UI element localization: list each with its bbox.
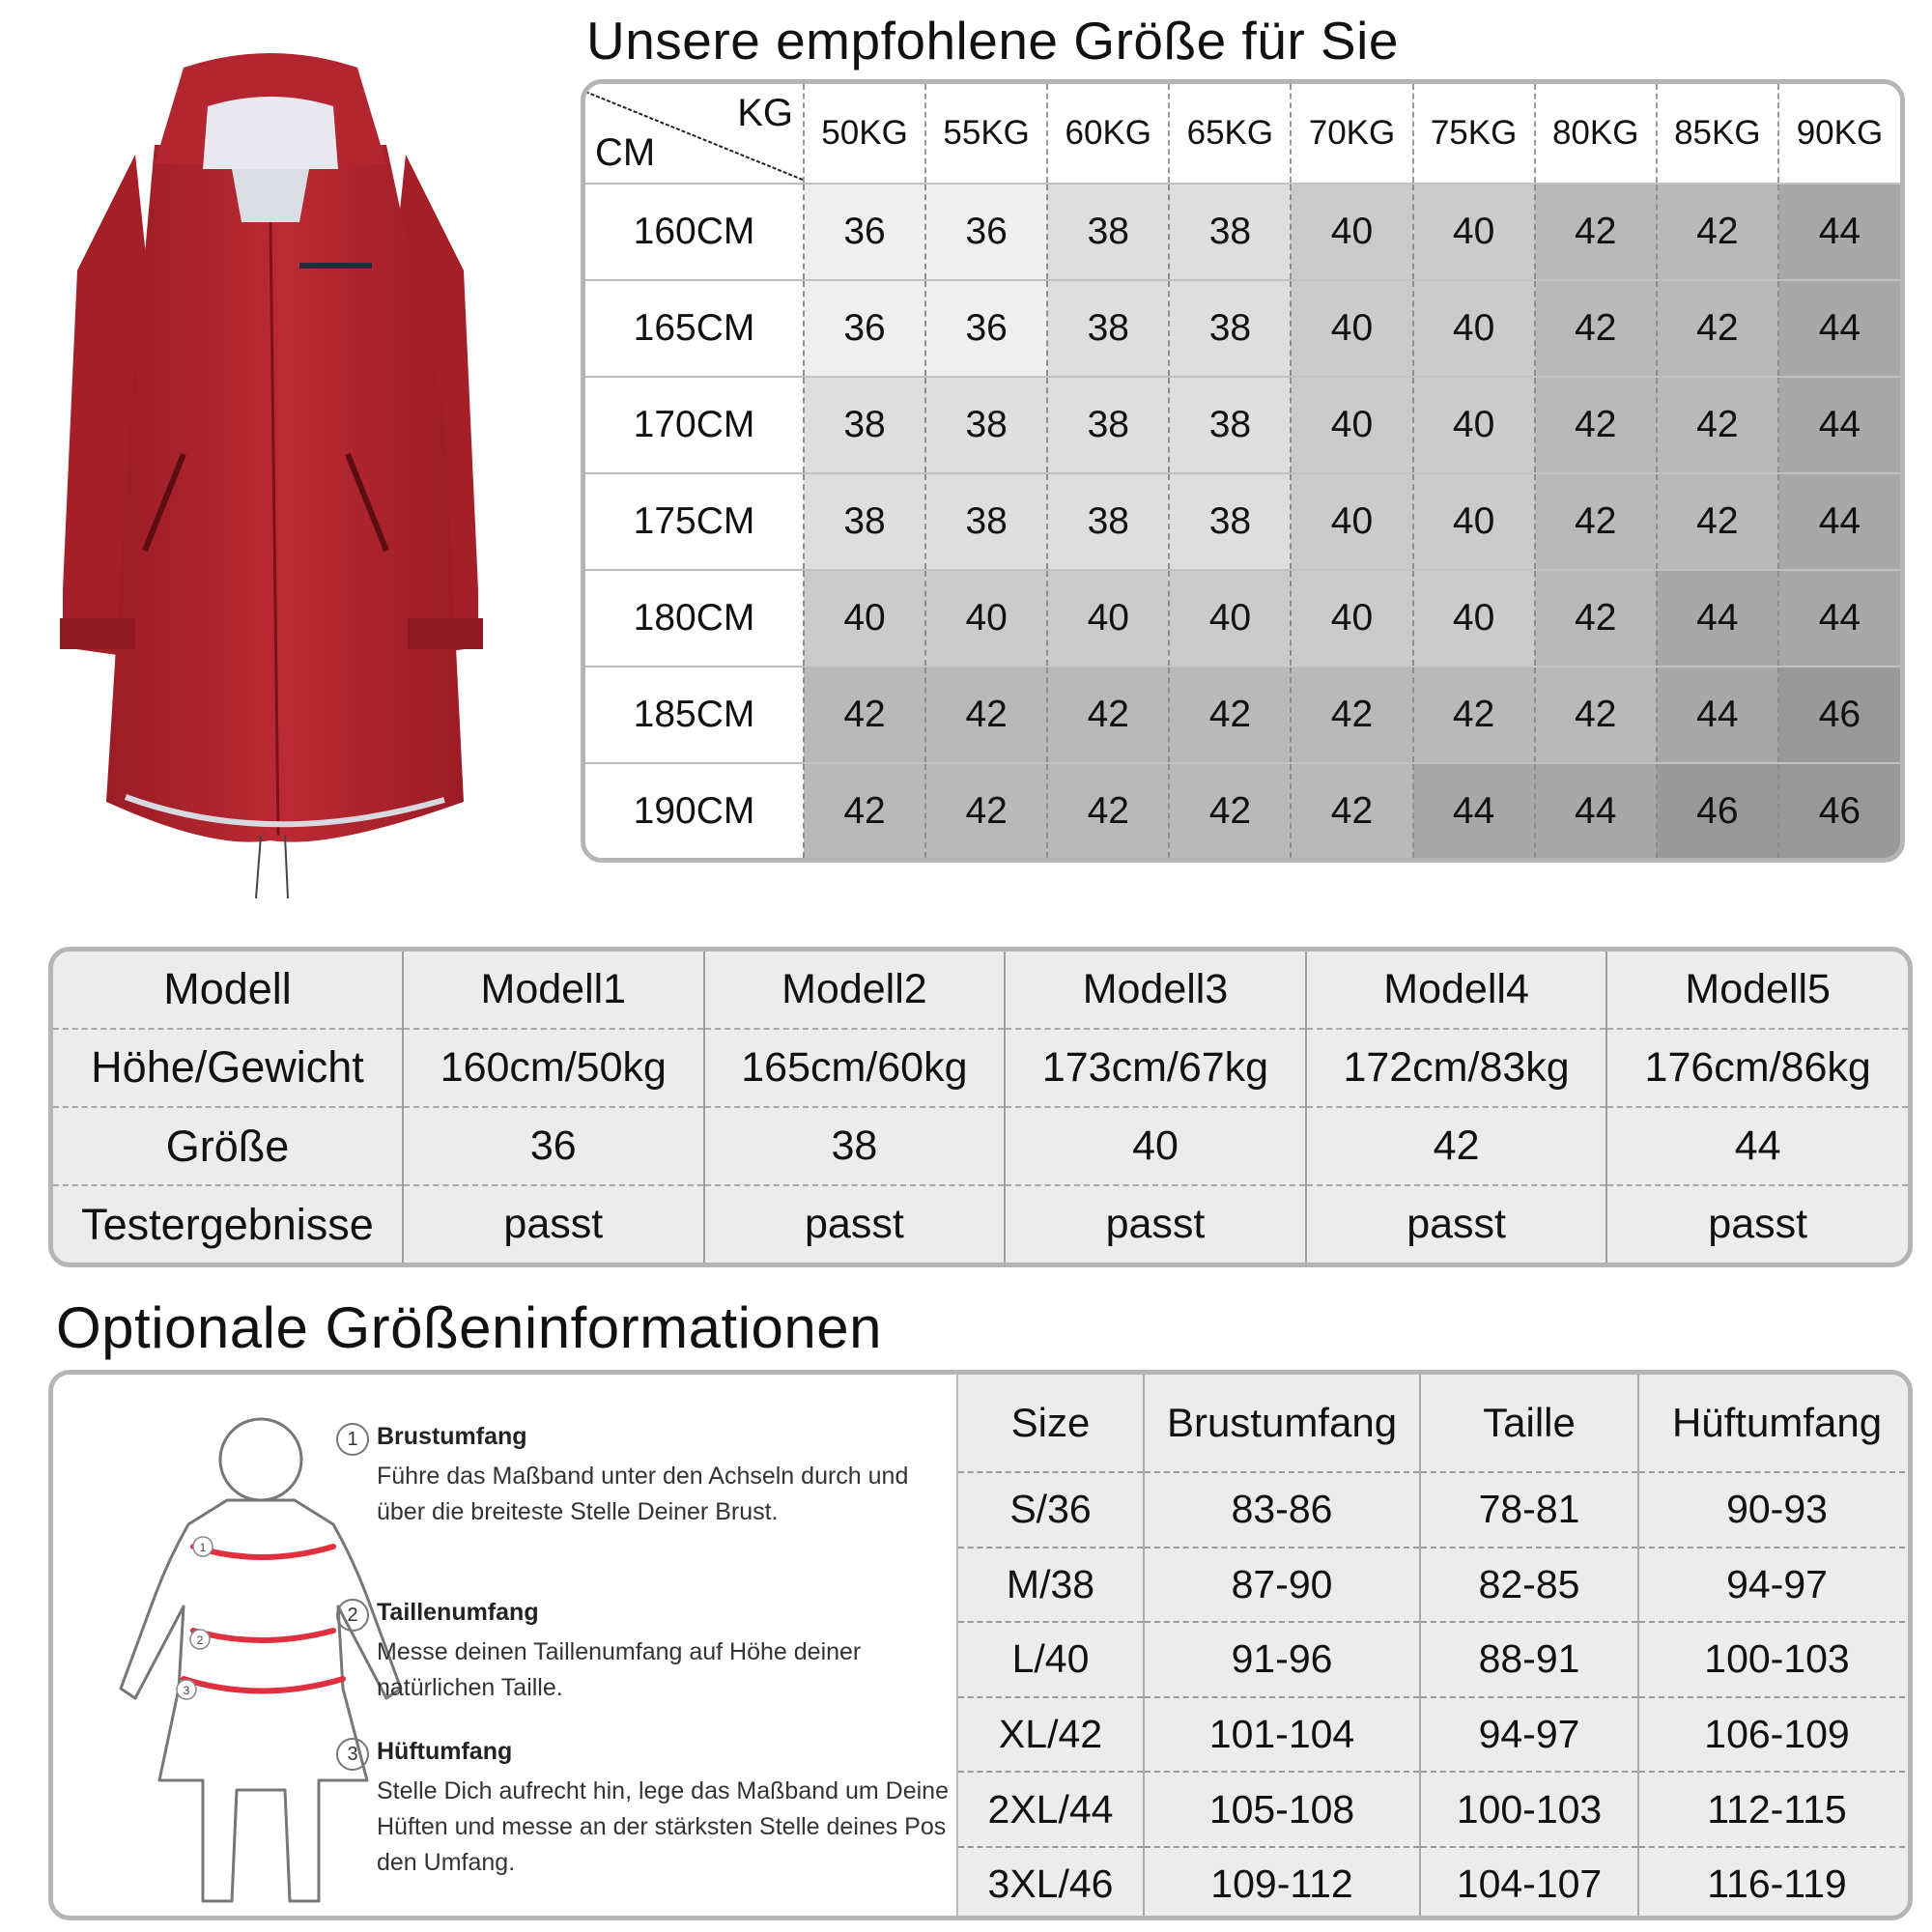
measurement-row xyxy=(958,1847,1913,1920)
grid-size-cell: 44 xyxy=(1413,763,1535,858)
grid-height-header: 165CM xyxy=(585,280,804,377)
model-cell: Modell2 xyxy=(704,952,1006,1029)
grid-size-cell: 36 xyxy=(804,184,925,280)
grid-size-cell: 42 xyxy=(1535,280,1657,377)
measurement-cell: S/36 xyxy=(958,1472,1144,1548)
measurement-header: Hüftumfang xyxy=(1638,1375,1913,1472)
measurement-row xyxy=(958,1622,1913,1697)
model-cell: Modell5 xyxy=(1606,952,1908,1029)
grid-size-cell: 40 xyxy=(1291,570,1412,667)
grid-row xyxy=(585,763,1900,858)
model-cell: 176cm/86kg xyxy=(1606,1029,1908,1107)
measurement-header: Size xyxy=(1010,1400,1091,1445)
model-cell: 36 xyxy=(403,1107,704,1185)
grid-size-cell: 40 xyxy=(1291,280,1412,377)
measurement-cell: 100-103 xyxy=(1420,1772,1638,1847)
grid-size-cell: 38 xyxy=(1169,280,1291,377)
grid-size-cell: 44 xyxy=(1778,473,1900,570)
model-cell: passt xyxy=(1606,1185,1908,1263)
instruction-text: Führe das Maßband unter den Achseln durch und über die breiteste Stelle Deiner Brust. xyxy=(377,1463,909,1525)
measurement-cell: 105-108 xyxy=(1144,1772,1420,1847)
model-cell: 165cm/60kg xyxy=(704,1029,1006,1107)
grid-weight-header: 60KG xyxy=(1047,84,1169,184)
measurement-cell: L/40 xyxy=(958,1622,1144,1697)
model-cell: passt xyxy=(704,1185,1006,1263)
grid-row xyxy=(585,184,1900,280)
measurement-cell: 88-91 xyxy=(1420,1622,1638,1697)
model-row-label: Höhe/Gewicht xyxy=(53,1029,403,1107)
grid-corner-weight-label: KG xyxy=(737,92,793,134)
grid-size-cell: 42 xyxy=(925,763,1047,858)
model-cell: Modell4 xyxy=(1306,952,1607,1029)
grid-corner-height-label: CM xyxy=(595,131,656,174)
grid-row xyxy=(585,473,1900,570)
grid-weight-header: 55KG xyxy=(925,84,1047,184)
measurement-header-row xyxy=(958,1375,1913,1472)
grid-size-cell: 40 xyxy=(1047,570,1169,667)
grid-weight-header: 70KG xyxy=(1291,84,1412,184)
grid-size-cell: 40 xyxy=(1291,473,1412,570)
measurement-row xyxy=(958,1697,1913,1773)
grid-size-cell: 38 xyxy=(1047,280,1169,377)
grid-size-cell: 38 xyxy=(1169,377,1291,473)
grid-size-cell: 40 xyxy=(1413,570,1535,667)
grid-size-cell: 38 xyxy=(804,377,925,473)
grid-height-header: 175CM xyxy=(585,473,804,570)
instruction-number: 2 xyxy=(336,1599,369,1632)
model-fit-table xyxy=(48,947,1913,1267)
grid-row xyxy=(585,570,1900,667)
measurement-header: Taille xyxy=(1420,1375,1638,1472)
measurement-cell: 109-112 xyxy=(1144,1847,1420,1920)
grid-size-cell: 42 xyxy=(1047,667,1169,763)
grid-size-cell: 40 xyxy=(1291,377,1412,473)
grid-size-cell: 46 xyxy=(1778,763,1900,858)
instruction-title: Brustumfang xyxy=(377,1423,527,1450)
figure-marker-1: 1 xyxy=(199,1541,207,1554)
grid-row xyxy=(585,667,1900,763)
grid-size-cell: 42 xyxy=(1413,667,1535,763)
grid-size-cell: 40 xyxy=(925,570,1047,667)
grid-size-cell: 44 xyxy=(1535,763,1657,858)
grid-size-cell: 42 xyxy=(1535,667,1657,763)
measurement-cell: 83-86 xyxy=(1144,1472,1420,1548)
grid-height-header: 160CM xyxy=(585,184,804,280)
grid-size-cell: 36 xyxy=(925,280,1047,377)
grid-height-header: 180CM xyxy=(585,570,804,667)
grid-weight-header: 50KG xyxy=(804,84,925,184)
grid-size-cell: 44 xyxy=(1778,570,1900,667)
grid-size-cell: 40 xyxy=(1413,184,1535,280)
grid-size-cell: 44 xyxy=(1778,184,1900,280)
grid-size-cell: 42 xyxy=(804,763,925,858)
grid-size-cell: 44 xyxy=(1657,667,1778,763)
optional-size-info-panel xyxy=(48,1370,1913,1920)
grid-height-header: 170CM xyxy=(585,377,804,473)
measurement-cell: 3XL/46 xyxy=(958,1847,1144,1920)
model-cell: 44 xyxy=(1606,1107,1908,1185)
grid-size-cell: 42 xyxy=(1535,473,1657,570)
measurement-cell: 112-115 xyxy=(1638,1772,1913,1847)
model-table-row xyxy=(53,1185,1908,1263)
model-table-row xyxy=(53,1029,1908,1107)
grid-row xyxy=(585,280,1900,377)
grid-size-cell: 36 xyxy=(925,184,1047,280)
grid-size-cell: 42 xyxy=(1169,667,1291,763)
model-row-label: Testergebnisse xyxy=(53,1185,403,1263)
model-cell: 40 xyxy=(1005,1107,1306,1185)
measurement-cell: 116-119 xyxy=(1638,1847,1913,1920)
grid-size-cell: 42 xyxy=(1535,377,1657,473)
grid-size-cell: 46 xyxy=(1657,763,1778,858)
model-row-label: Modell xyxy=(163,964,292,1014)
grid-weight-header: 65KG xyxy=(1169,84,1291,184)
grid-size-cell: 42 xyxy=(1657,377,1778,473)
measurement-cell: 100-103 xyxy=(1638,1622,1913,1697)
instruction-number: 3 xyxy=(336,1738,369,1771)
grid-size-cell: 42 xyxy=(925,667,1047,763)
measurement-cell: 91-96 xyxy=(1144,1622,1420,1697)
measurement-cell: XL/42 xyxy=(958,1697,1144,1773)
model-cell: passt xyxy=(1005,1185,1306,1263)
model-table-row xyxy=(53,1107,1908,1185)
model-cell: Modell3 xyxy=(1005,952,1306,1029)
measurement-cell: M/38 xyxy=(958,1548,1144,1623)
grid-size-cell: 40 xyxy=(1169,570,1291,667)
measurement-cell: 78-81 xyxy=(1420,1472,1638,1548)
grid-size-cell: 38 xyxy=(1047,377,1169,473)
measurement-cell: 94-97 xyxy=(1638,1548,1913,1623)
model-cell: passt xyxy=(1306,1185,1607,1263)
grid-size-cell: 40 xyxy=(1413,280,1535,377)
measurement-cell: 2XL/44 xyxy=(958,1772,1144,1847)
grid-size-cell: 38 xyxy=(1047,184,1169,280)
product-image-raincoat xyxy=(39,48,502,918)
model-cell: 173cm/67kg xyxy=(1005,1029,1306,1107)
body-measurement-table xyxy=(956,1375,1913,1920)
model-cell: 38 xyxy=(704,1107,1006,1185)
measurement-row xyxy=(958,1548,1913,1623)
model-cell: 172cm/83kg xyxy=(1306,1029,1607,1107)
instruction-hueftumfang xyxy=(347,1738,956,1881)
grid-size-cell: 40 xyxy=(1291,184,1412,280)
model-row-label: Größe xyxy=(53,1107,403,1185)
grid-size-cell: 38 xyxy=(1169,184,1291,280)
grid-size-cell: 38 xyxy=(804,473,925,570)
grid-size-cell: 40 xyxy=(1413,473,1535,570)
grid-size-cell: 38 xyxy=(925,473,1047,570)
grid-size-cell: 42 xyxy=(1047,763,1169,858)
grid-height-header: 185CM xyxy=(585,667,804,763)
measurement-cell: 104-107 xyxy=(1420,1847,1638,1920)
grid-size-cell: 42 xyxy=(1535,570,1657,667)
grid-size-cell: 40 xyxy=(1413,377,1535,473)
model-cell: 42 xyxy=(1306,1107,1607,1185)
measurement-cell: 90-93 xyxy=(1638,1472,1913,1548)
measurement-row xyxy=(958,1772,1913,1847)
instruction-text: Messe deinen Taillenumfang auf Höhe deiner natürlichen Taille. xyxy=(377,1638,862,1701)
model-cell: passt xyxy=(403,1185,704,1263)
grid-size-cell: 42 xyxy=(1657,184,1778,280)
figure-marker-3: 3 xyxy=(183,1684,190,1697)
grid-weight-header: 90KG xyxy=(1778,84,1900,184)
grid-size-cell: 42 xyxy=(1657,280,1778,377)
size-recommendation-grid xyxy=(581,79,1905,863)
grid-weight-header: 75KG xyxy=(1413,84,1535,184)
grid-corner-cell xyxy=(585,84,804,184)
measurement-cell: 106-109 xyxy=(1638,1697,1913,1773)
measurement-cell: 82-85 xyxy=(1420,1548,1638,1623)
grid-size-cell: 42 xyxy=(1291,667,1412,763)
instruction-taillenumfang xyxy=(347,1599,956,1706)
grid-height-header: 190CM xyxy=(585,763,804,858)
grid-size-cell: 38 xyxy=(1047,473,1169,570)
recommended-size-title: Unsere empfohlene Größe für Sie xyxy=(586,11,1399,71)
grid-size-cell: 42 xyxy=(1657,473,1778,570)
measurement-cell: 94-97 xyxy=(1420,1697,1638,1773)
model-table-row xyxy=(53,952,1908,1029)
instruction-text: Stelle Dich aufrecht hin, lege das Maßband um Deine Hüften und messe an der stärksten Stelle deines Pos den Umfang. xyxy=(377,1777,949,1876)
grid-size-cell: 44 xyxy=(1778,377,1900,473)
measurement-cell: 87-90 xyxy=(1144,1548,1420,1623)
measurement-cell: 101-104 xyxy=(1144,1697,1420,1773)
grid-size-cell: 42 xyxy=(1535,184,1657,280)
grid-header-row xyxy=(585,84,1900,184)
optional-size-info-title: Optionale Größeninformationen xyxy=(56,1295,882,1360)
grid-size-cell: 40 xyxy=(804,570,925,667)
instruction-title: Taillenumfang xyxy=(377,1599,539,1626)
instruction-number: 1 xyxy=(336,1423,369,1456)
grid-row xyxy=(585,377,1900,473)
grid-size-cell: 42 xyxy=(1291,763,1412,858)
model-cell: Modell1 xyxy=(403,952,704,1029)
grid-weight-header: 85KG xyxy=(1657,84,1778,184)
grid-size-cell: 44 xyxy=(1657,570,1778,667)
grid-size-cell: 42 xyxy=(804,667,925,763)
body-measurement-figure xyxy=(92,1404,411,1906)
grid-size-cell: 38 xyxy=(925,377,1047,473)
instruction-brustumfang xyxy=(347,1423,956,1530)
grid-size-cell: 42 xyxy=(1169,763,1291,858)
grid-size-cell: 38 xyxy=(1169,473,1291,570)
grid-size-cell: 36 xyxy=(804,280,925,377)
measurement-row xyxy=(958,1472,1913,1548)
model-cell: 160cm/50kg xyxy=(403,1029,704,1107)
figure-marker-2: 2 xyxy=(196,1634,204,1647)
grid-size-cell: 46 xyxy=(1778,667,1900,763)
instruction-title: Hüftumfang xyxy=(377,1738,513,1765)
measurement-header: Brustumfang xyxy=(1144,1375,1420,1472)
grid-size-cell: 44 xyxy=(1778,280,1900,377)
grid-weight-header: 80KG xyxy=(1535,84,1657,184)
